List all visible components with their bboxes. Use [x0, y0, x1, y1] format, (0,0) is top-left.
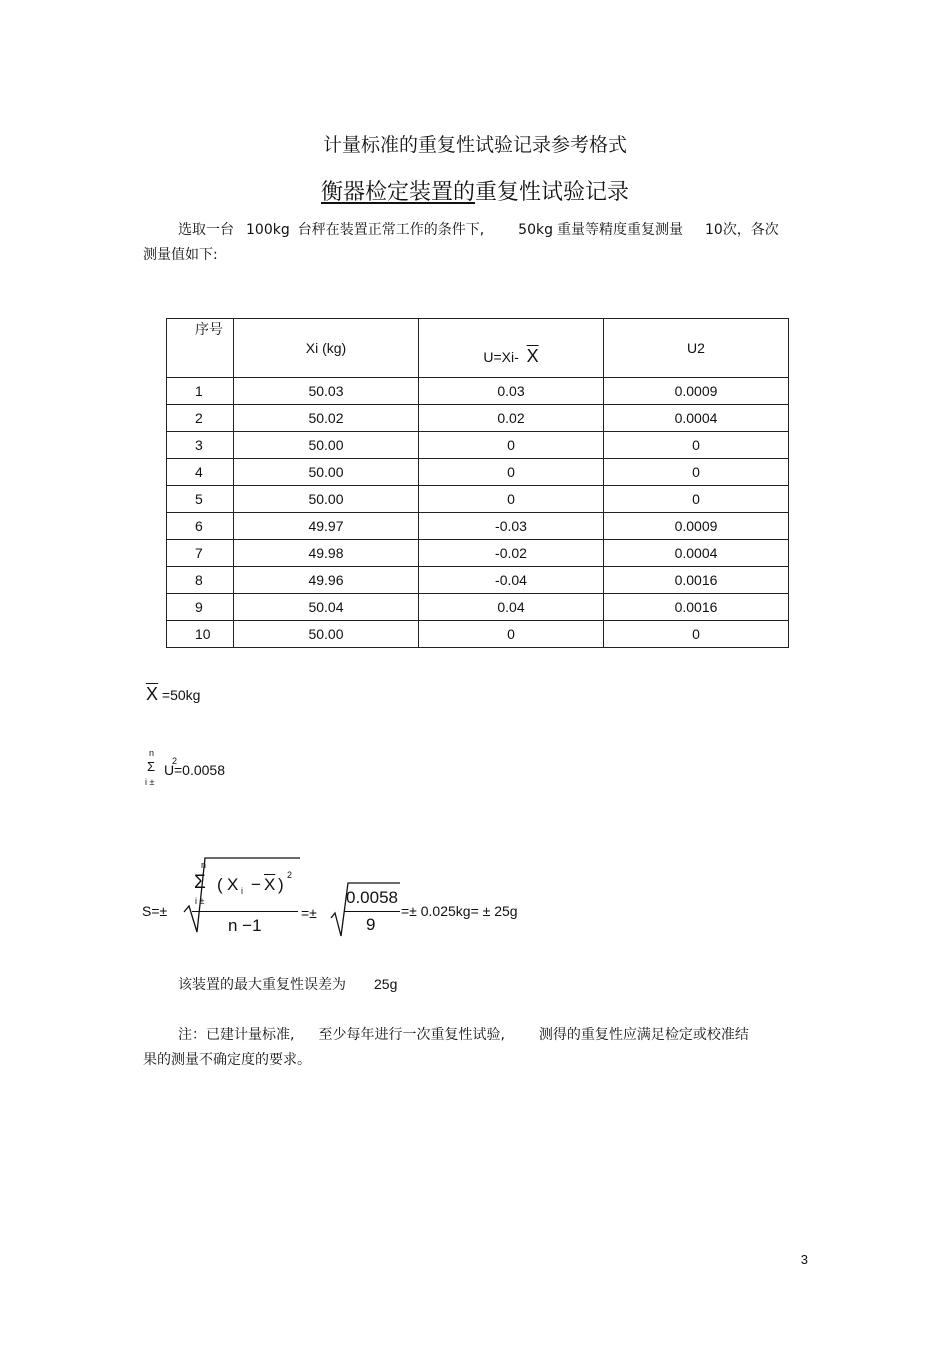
table-row	[167, 567, 789, 594]
cell-seq: 5	[167, 486, 234, 513]
s-minus: −	[251, 875, 261, 894]
cell-u: 0	[419, 432, 604, 459]
cell-xi: 50.00	[234, 621, 419, 648]
note-text: 注：已建计量标准,	[178, 1027, 295, 1043]
cell-u2: 0.0009	[604, 513, 789, 540]
document-subtitle	[0, 175, 950, 206]
sum-upper: n	[149, 748, 155, 758]
cell-xi: 50.00	[234, 486, 419, 513]
header-u	[419, 319, 604, 378]
cell-seq: 6	[167, 513, 234, 540]
cell-u2: 0.0009	[604, 378, 789, 405]
cell-seq: 7	[167, 540, 234, 567]
sum-lower: i ±	[145, 777, 155, 787]
s-lead: S=±	[142, 903, 168, 919]
s-sq: 2	[287, 870, 293, 880]
cell-u: -0.02	[419, 540, 604, 567]
header-seq: 序号	[167, 319, 234, 378]
cell-u: 0	[419, 459, 604, 486]
intro-line-1	[178, 219, 779, 239]
intro-text: 次，各次	[722, 222, 779, 238]
table-row	[167, 459, 789, 486]
header-u2: U2	[604, 319, 789, 378]
cell-seq: 8	[167, 567, 234, 594]
note-text: 至少每年进行一次重复性试验,	[318, 1027, 505, 1043]
std-dev-formula	[140, 850, 560, 945]
cell-seq: 2	[167, 405, 234, 432]
table-row	[167, 405, 789, 432]
table-header-row	[167, 319, 789, 378]
cell-u: 0	[419, 486, 604, 513]
cell-u2: 0.0004	[604, 405, 789, 432]
cell-u2: 0	[604, 621, 789, 648]
cell-xi: 50.00	[234, 432, 419, 459]
measurement-table	[166, 318, 789, 648]
header-xi: Xi (kg)	[234, 319, 419, 378]
mean-xbar: $\overline{X}$	[146, 684, 159, 704]
cell-seq: 3	[167, 432, 234, 459]
cell-xi: 49.97	[234, 513, 419, 540]
cell-u2: 0	[604, 459, 789, 486]
sum-exp: 2	[172, 756, 178, 766]
table-row	[167, 513, 789, 540]
s-fraction-bar-2	[344, 911, 400, 912]
cell-u2: 0	[604, 432, 789, 459]
max-error-label: 该装置的最大重复性误差为	[178, 977, 346, 993]
cell-u2: 0.0016	[604, 567, 789, 594]
cell-u: 0.04	[419, 594, 604, 621]
cell-seq: 4	[167, 459, 234, 486]
note-text: 测得的重复性应满足检定或校准结	[538, 1027, 749, 1043]
s-sigma: Σ	[194, 872, 206, 893]
cell-xi: 49.98	[234, 540, 419, 567]
mean-formula	[146, 684, 200, 705]
s-xbar: $\overline{X}$	[264, 875, 276, 894]
cell-xi: 50.03	[234, 378, 419, 405]
intro-count: 10	[704, 222, 723, 238]
intro-text: 台秤在装置正常工作的条件下,	[297, 222, 485, 238]
cell-u: 0.03	[419, 378, 604, 405]
document-title: 计量标准的重复性试验记录参考格式	[322, 134, 627, 156]
cell-xi: 49.96	[234, 567, 419, 594]
subtitle-underlined: 衡器检定装置的	[320, 180, 475, 205]
page-number: 3	[800, 1252, 808, 1267]
s-xi: X	[227, 875, 239, 894]
max-error-line	[178, 974, 397, 994]
cell-xi: 50.04	[234, 594, 419, 621]
cell-u2: 0.0016	[604, 594, 789, 621]
sum-value: =0.0058	[174, 762, 225, 778]
s-paren-open: (	[217, 875, 223, 894]
table-row	[167, 594, 789, 621]
cell-seq: 10	[167, 621, 234, 648]
intro-capacity: 100kg	[246, 222, 290, 238]
table-row	[167, 486, 789, 513]
note-line-1	[178, 1024, 749, 1044]
s-i-sub: i	[241, 886, 243, 896]
cell-seq: 1	[167, 378, 234, 405]
cell-u: -0.04	[419, 567, 604, 594]
subtitle-rest: 重复性试验记录	[475, 180, 630, 205]
cell-u2: 0.0004	[604, 540, 789, 567]
cell-u: 0	[419, 621, 604, 648]
cell-u: -0.03	[419, 513, 604, 540]
max-error-value: 25g	[374, 976, 398, 992]
intro-line-2: 测量值如下:	[143, 247, 218, 263]
s-fraction-bar	[192, 911, 298, 912]
note-line-2: 果的测量不确定度的要求。	[143, 1052, 311, 1068]
header-u-text: U=Xi-	[483, 349, 519, 365]
cell-u2: 0	[604, 486, 789, 513]
s-paren-close: )	[278, 875, 284, 894]
s-denominator: n −1	[228, 916, 262, 935]
s-tail: =± 0.025kg= ± 25g	[401, 903, 518, 919]
cell-xi: 50.02	[234, 405, 419, 432]
s-den2: 9	[366, 915, 376, 934]
cell-u: 0.02	[419, 405, 604, 432]
header-u-xbar: $\overline{X}$	[526, 346, 539, 366]
table-row	[167, 621, 789, 648]
cell-xi: 50.00	[234, 459, 419, 486]
sum-sigma: Σ	[147, 759, 156, 774]
table-row	[167, 432, 789, 459]
intro-text: 选取一台	[178, 222, 234, 238]
mean-value: =50kg	[161, 687, 201, 703]
s-eq1: =±	[301, 905, 317, 921]
s-num2: 0.0058	[346, 888, 398, 907]
sum-var: U	[164, 762, 175, 778]
table-row	[167, 540, 789, 567]
cell-seq: 9	[167, 594, 234, 621]
s-n: n	[201, 860, 207, 870]
s-lower: i ±	[195, 896, 205, 906]
table-row	[167, 378, 789, 405]
sum-formula	[145, 748, 285, 792]
intro-text: 重量等精度重复测量	[556, 222, 683, 238]
intro-load: 50kg	[518, 222, 553, 238]
